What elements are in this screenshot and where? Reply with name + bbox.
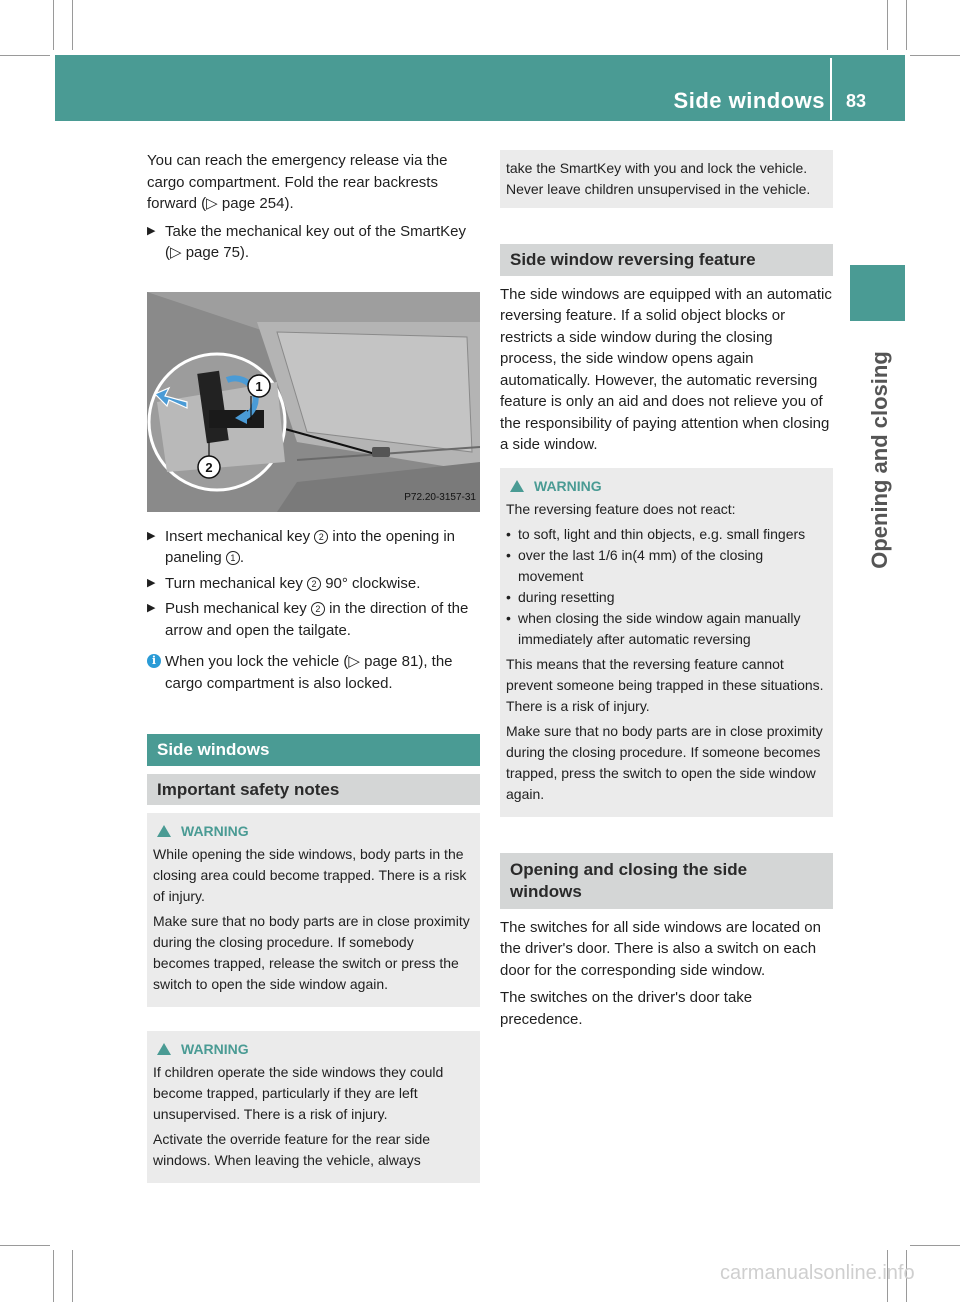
step-text: Insert mechanical key: [165, 527, 311, 545]
step-text: .: [239, 549, 245, 566]
body-paragraph: The switches on the driver's door take precedence.: [500, 989, 753, 1028]
info-text: When you lock the vehicle (▷ page 81), the cargo compartment is also locked.: [165, 653, 453, 692]
instruction-step: [147, 598, 480, 641]
warning-text: The reversing feature does not react:: [506, 500, 736, 517]
crop-mark: [887, 0, 888, 50]
warning-icon: [157, 1043, 171, 1055]
warning-text: While opening the side windows, body parts in the closing area could become trapped. There is a risk of injury.: [153, 846, 467, 904]
info-note: [147, 651, 480, 694]
header-divider: [830, 58, 832, 120]
warning-title: [153, 821, 474, 842]
instruction-step: [147, 221, 480, 264]
instruction-step: [147, 526, 480, 569]
callout-ref: 1: [226, 551, 240, 565]
left-column: [147, 150, 480, 1193]
subsection-heading: Side window reversing feature: [500, 244, 833, 276]
list-item: • over the last 1/6 in(4 mm) of the closing movement: [506, 545, 827, 587]
callout-ref: 2: [307, 577, 321, 591]
instruction-step: [147, 573, 480, 595]
warning-label: WARNING: [181, 823, 249, 839]
figure-code: P72.20-3157-31: [404, 492, 476, 503]
list-item: • to soft, light and thin objects, e.g. small fingers: [506, 524, 827, 545]
crop-mark: [72, 1250, 73, 1302]
step-text: Push mechanical key: [165, 600, 307, 617]
warning-box: [147, 813, 480, 1007]
info-icon: i: [147, 654, 161, 668]
right-column: [500, 150, 833, 1036]
step-text: 90° clockwise.: [325, 574, 421, 592]
body-paragraph: The switches for all side windows are located on the driver's door. There is also a switch on each door for the corresponding side window.: [500, 918, 821, 979]
crop-mark: [906, 0, 907, 50]
warning-text: take the SmartKey with you and lock the vehicle. Never leave children unsupervised in the vehicle.: [506, 160, 811, 197]
crop-mark: [53, 1250, 54, 1302]
warning-label: WARNING: [181, 1041, 249, 1057]
warning-icon: [157, 825, 171, 837]
chapter-tab: [850, 265, 905, 321]
callout-1: 1: [255, 378, 263, 394]
warning-list: [506, 524, 827, 650]
warning-icon: [510, 480, 524, 492]
step-arrow-icon: ▶: [147, 602, 156, 614]
step-text: into the opening in paneling: [165, 527, 456, 566]
warning-title: [506, 476, 827, 497]
subsection-heading: Opening and closing the side windows: [500, 853, 833, 909]
warning-box: [147, 1031, 480, 1183]
callout-2: 2: [205, 459, 213, 475]
warning-text: If children operate the side windows they could become trapped, particularly if they are left unsupervised. There is a risk of injury.: [153, 1064, 444, 1122]
crop-mark: [910, 55, 960, 56]
crop-mark: [910, 1245, 960, 1246]
figure-illustration: [147, 292, 480, 512]
step-text: in the direction of the arrow and open the tailgate.: [165, 600, 469, 639]
page-number: 83: [846, 91, 867, 111]
step-arrow-icon: ▶: [147, 529, 156, 542]
subsection-heading: Important safety notes: [147, 774, 480, 806]
warning-continuation: [500, 150, 833, 208]
crop-mark: [0, 55, 50, 56]
step-text: Turn mechanical key: [165, 574, 303, 592]
list-item: • when closing the side window again manually immediately after automatic reversing: [506, 608, 827, 650]
chapter-label: Opening and closing: [867, 351, 892, 569]
warning-text: Activate the override feature for the rear side windows. When leaving the vehicle, always: [153, 1131, 431, 1168]
step-arrow-icon: ▶: [147, 224, 156, 237]
tailgate-emergency-release-figure: [147, 292, 480, 512]
step-text: Take the mechanical key out of the SmartKey (▷ page 75).: [165, 222, 466, 261]
warning-text: Make sure that no body parts are in close proximity during the closing procedure. If somebody becomes trapped, release the switch or press the switch to open the side window again.: [153, 913, 470, 992]
list-item: • during resetting: [506, 587, 827, 608]
crop-mark: [72, 0, 73, 50]
warning-title: [153, 1039, 474, 1060]
warning-text: This means that the reversing feature cannot prevent someone being trapped in these situations. There is a risk of injury.: [506, 655, 824, 714]
intro-paragraph: You can reach the emergency release via the cargo compartment. Fold the rear backrests forward (▷ page 254).: [147, 152, 448, 212]
page-title: Side windows: [673, 88, 825, 113]
section-heading: Side windows: [147, 734, 480, 766]
crop-mark: [0, 1245, 50, 1246]
watermark: carmanualsonline.info: [720, 1262, 915, 1284]
callout-ref: 2: [314, 530, 328, 544]
warning-box: [500, 468, 833, 817]
step-arrow-icon: ▶: [147, 576, 156, 589]
warning-label: WARNING: [534, 477, 602, 494]
warning-text: Make sure that no body parts are in close proximity during the closing procedure. If someone becomes trapped, press the switch to open the side window again.: [506, 722, 823, 802]
body-paragraph: The side windows are equipped with an automatic reversing feature. If a solid object blocks or restricts a side window during the closing process, the side window opens again automatically. However, the automatic reversing feature is only an aid and does not relieve you of the responsibility of paying attention when closing a side window.: [500, 285, 832, 453]
crop-mark: [53, 0, 54, 50]
callout-ref: 2: [311, 602, 325, 616]
